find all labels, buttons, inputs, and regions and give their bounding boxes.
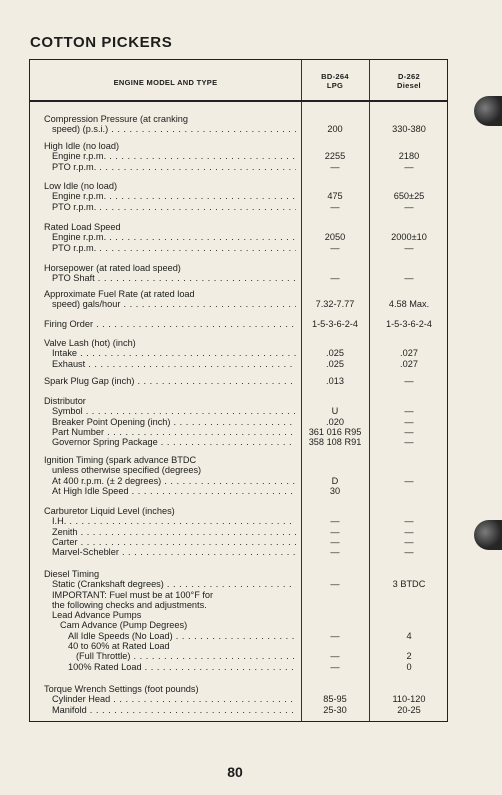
- spec-value: —: [330, 273, 340, 284]
- spec-value: .020: [326, 416, 344, 427]
- spec-label-line: High Idle (no load): [44, 141, 120, 151]
- spec-label-line: Valve Lash (hot) (inch): [44, 338, 136, 348]
- spec-label-line: Firing Order . . .: [44, 319, 296, 329]
- spec-value: —: [330, 526, 340, 537]
- page-title: COTTON PICKERS: [30, 34, 173, 51]
- header-d262-fuel: Diesel: [397, 81, 421, 90]
- value-bd264: [301, 455, 369, 496]
- spec-value: —: [404, 273, 414, 284]
- spec-label-line: Intake . . .: [44, 348, 296, 358]
- spec-value: 7.32-7.77: [315, 299, 355, 310]
- spec-value: [369, 338, 449, 348]
- spec-value: [301, 506, 369, 516]
- spec-value: —: [404, 426, 414, 437]
- spec-value: —: [404, 516, 414, 527]
- spec-value: [369, 396, 449, 406]
- value-bd264: [301, 263, 369, 284]
- spec-value: 358 108 R91: [308, 437, 362, 448]
- value-d262: [369, 376, 449, 386]
- spec-label-line: At 400 r.p.m. (± 2 degrees) . . .: [44, 476, 296, 486]
- spec-value: 330-380: [392, 124, 426, 135]
- spec-value: [301, 289, 369, 299]
- spec-label-line: Part Number . . .: [44, 427, 296, 437]
- spec-value: —: [404, 161, 414, 172]
- spec-value: 30: [329, 485, 341, 496]
- spec-value: 2180: [398, 151, 420, 162]
- spec-value: [369, 455, 449, 465]
- spec-label-line: IMPORTANT: Fuel must be at 100°F for: [52, 589, 214, 600]
- spec-label: [44, 569, 296, 672]
- spec-label: [44, 181, 296, 212]
- spec-label-line: Distributor: [44, 396, 86, 406]
- spec-value: [369, 620, 449, 630]
- spec-value: [369, 486, 449, 496]
- spec-label-line: Diesel Timing: [44, 569, 100, 579]
- value-d262: [369, 222, 449, 253]
- spec-label-line: Approximate Fuel Rate (at rated load: [44, 289, 195, 299]
- spec-label: [44, 338, 296, 369]
- spec-label-line: Ignition Timing (spark advance BTDC: [44, 455, 197, 465]
- spec-label-line: At High Idle Speed . . .: [44, 486, 296, 496]
- spec-label-line: Lead Advance Pumps: [52, 610, 142, 621]
- spec-value: [301, 141, 369, 151]
- value-d262: [369, 263, 449, 284]
- spec-value: 4.58 Max.: [388, 299, 430, 310]
- value-bd264: [301, 181, 369, 212]
- value-bd264: [301, 222, 369, 253]
- spec-label-line: speed) gals/hour . . .: [44, 299, 296, 309]
- spec-value: 20-25: [397, 704, 421, 715]
- spec-label: [44, 396, 296, 447]
- spec-value: [301, 181, 369, 191]
- spec-label: [44, 319, 296, 329]
- spec-label-line: Breaker Point Opening (inch) . . .: [44, 417, 296, 427]
- spec-value: —: [404, 475, 414, 486]
- spec-value: —: [404, 201, 414, 212]
- value-d262: [369, 141, 449, 172]
- spec-label-line: All Idle Speeds (No Load) . . .: [44, 631, 296, 641]
- spec-value: [301, 684, 369, 694]
- value-d262: [369, 319, 449, 329]
- spec-value: —: [330, 630, 340, 641]
- spec-label: [44, 222, 296, 253]
- spec-value: U: [331, 406, 339, 417]
- spec-value: 2255: [324, 151, 346, 162]
- spec-value: 110-120: [392, 694, 426, 705]
- value-bd264: [301, 289, 369, 310]
- spec-value: 2000±10: [391, 232, 427, 243]
- value-bd264: [301, 569, 369, 672]
- spec-value: —: [404, 406, 414, 417]
- spec-value: [369, 289, 449, 299]
- spec-value: [301, 641, 369, 651]
- spec-label-line: the following checks and adjustments.: [52, 599, 207, 610]
- header-rule: [30, 100, 447, 102]
- spec-value: 4: [406, 630, 412, 641]
- spec-label-line: Torque Wrench Settings (foot pounds): [44, 684, 199, 694]
- spec-value: 25-30: [323, 704, 347, 715]
- spec-label-line: Cylinder Head . . .: [44, 694, 296, 704]
- spec-value: —: [330, 516, 340, 527]
- spec-value: —: [330, 161, 340, 172]
- spec-value: 85-95: [323, 694, 347, 705]
- spec-value: —: [404, 242, 414, 253]
- spec-label-line: Horsepower (at rated load speed): [44, 263, 181, 273]
- spec-label-line: Engine r.p.m. . . .: [44, 151, 296, 161]
- spec-value: .027: [400, 348, 418, 359]
- value-d262: [369, 569, 449, 672]
- spec-label-line: Carter . . .: [44, 537, 296, 547]
- spec-label: [44, 141, 296, 172]
- spec-value: [369, 684, 449, 694]
- spec-value: 1-5-3-6-2-4: [386, 319, 432, 329]
- spec-label: [44, 684, 296, 715]
- spec-value: [369, 600, 449, 610]
- value-bd264: [301, 114, 369, 135]
- spec-value: —: [330, 651, 340, 662]
- spec-value: [301, 338, 369, 348]
- spec-value: —: [404, 526, 414, 537]
- spec-value: [301, 455, 369, 465]
- spec-value: .025: [326, 348, 344, 359]
- value-d262: [369, 289, 449, 310]
- spec-value: [301, 569, 369, 579]
- spec-label-line: Low Idle (no load): [44, 181, 118, 191]
- spec-value: —: [404, 536, 414, 547]
- spec-value: [301, 465, 369, 475]
- value-bd264: [301, 506, 369, 557]
- spec-value: —: [330, 201, 340, 212]
- value-bd264: [301, 684, 369, 715]
- spec-value: [369, 610, 449, 620]
- spec-value: —: [330, 242, 340, 253]
- spec-value: —: [330, 547, 340, 558]
- spec-label-line: Engine r.p.m. . . .: [44, 191, 296, 201]
- spec-value: [369, 465, 449, 475]
- spec-label-line: Static (Crankshaft degrees) . . .: [44, 579, 296, 589]
- spec-value: [369, 141, 449, 151]
- spec-label-line: unless otherwise specified (degrees): [52, 465, 202, 476]
- spec-label: [44, 114, 296, 135]
- spec-value: D: [331, 475, 339, 486]
- spec-value: —: [330, 579, 340, 590]
- spec-value: [369, 506, 449, 516]
- value-bd264: [301, 319, 369, 329]
- spec-label-line: Spark Plug Gap (inch) . . .: [44, 376, 296, 386]
- value-d262: [369, 114, 449, 135]
- value-bd264: [301, 376, 369, 386]
- spec-value: 200: [327, 124, 343, 135]
- spec-label-line: Governor Spring Package . . .: [44, 437, 296, 447]
- spec-value: 3 BTDC: [392, 579, 426, 590]
- header-bd264-lpg: [301, 72, 369, 90]
- spec-value: —: [330, 536, 340, 547]
- header-engine-model: ENGINE MODEL AND TYPE: [113, 78, 218, 87]
- spec-value: 1-5-3-6-2-4: [312, 319, 358, 329]
- value-d262: [369, 684, 449, 715]
- spec-label: [44, 506, 296, 557]
- spec-value: [301, 600, 369, 610]
- value-d262: [369, 506, 449, 557]
- spec-value: [369, 181, 449, 191]
- value-d262: [369, 396, 449, 447]
- spec-value: [369, 590, 449, 600]
- spec-value: 2: [406, 651, 412, 662]
- spec-label-line: 40 to 60% at Rated Load: [68, 641, 170, 652]
- spec-label-line: (Full Throttle) . . .: [44, 651, 296, 661]
- spec-value: .013: [326, 376, 344, 386]
- page-tab-marker: [474, 520, 502, 550]
- spec-label-line: Symbol . . .: [44, 406, 296, 416]
- spec-value: [369, 263, 449, 273]
- spec-value: [301, 610, 369, 620]
- spec-value: [301, 590, 369, 600]
- spec-label: [44, 455, 296, 496]
- spec-value: [369, 114, 449, 124]
- value-d262: [369, 338, 449, 369]
- spec-value: —: [404, 376, 414, 386]
- spec-label-line: Carburetor Liquid Level (inches): [44, 506, 175, 516]
- spec-value: [301, 620, 369, 630]
- spec-value: 475: [327, 191, 343, 202]
- value-bd264: [301, 338, 369, 369]
- spec-label-line: PTO r.p.m. . . .: [44, 162, 296, 172]
- spec-value: .025: [326, 358, 344, 369]
- spec-label-line: Marvel-Schebler . . .: [44, 547, 296, 557]
- spec-value: [369, 641, 449, 651]
- spec-label-line: Engine r.p.m. . . .: [44, 232, 296, 242]
- value-d262: [369, 181, 449, 212]
- spec-value: [301, 396, 369, 406]
- spec-value: [301, 222, 369, 232]
- header-bd264-fuel: LPG: [326, 81, 344, 90]
- spec-label-line: 100% Rated Load . . .: [44, 662, 296, 672]
- spec-value: [369, 569, 449, 579]
- spec-value: .027: [400, 358, 418, 369]
- header-bd264-model: BD-264: [321, 72, 349, 81]
- spec-value: —: [330, 661, 340, 672]
- spec-value: 361 016 R95: [308, 426, 362, 437]
- spec-label-line: Rated Load Speed: [44, 222, 121, 232]
- spec-label-line: Exhaust . . .: [44, 359, 296, 369]
- header-d262-diesel: [369, 72, 449, 90]
- spec-label: [44, 376, 296, 386]
- spec-value: 0: [406, 661, 412, 672]
- page-tab-marker: [474, 96, 502, 126]
- engine-spec-table: [29, 59, 448, 722]
- spec-label: [44, 263, 296, 284]
- spec-label-line: speed) (p.s.i.) . . .: [44, 124, 296, 134]
- header-d262-model: D-262: [398, 72, 420, 81]
- spec-value: —: [404, 416, 414, 427]
- spec-label-line: PTO Shaft . . .: [44, 273, 296, 283]
- spec-value: —: [404, 547, 414, 558]
- page-number: 80: [227, 764, 243, 780]
- spec-value: 650±25: [393, 191, 425, 202]
- spec-label-line: I.H. . . .: [44, 516, 296, 526]
- value-bd264: [301, 396, 369, 447]
- spec-value: [301, 114, 369, 124]
- spec-value: —: [404, 437, 414, 448]
- spec-label: [44, 289, 296, 310]
- spec-value: 2050: [324, 232, 346, 243]
- spec-label-line: Cam Advance (Pump Degrees): [60, 620, 188, 631]
- spec-label-line: Zenith . . .: [44, 527, 296, 537]
- value-d262: [369, 455, 449, 496]
- spec-label-line: Compression Pressure (at cranking: [44, 114, 188, 124]
- spec-label-line: PTO r.p.m. . . .: [44, 202, 296, 212]
- spec-value: [369, 222, 449, 232]
- value-bd264: [301, 141, 369, 172]
- spec-value: [301, 263, 369, 273]
- spec-label-line: PTO r.p.m. . . .: [44, 243, 296, 253]
- spec-label-line: Manifold . . .: [44, 705, 296, 715]
